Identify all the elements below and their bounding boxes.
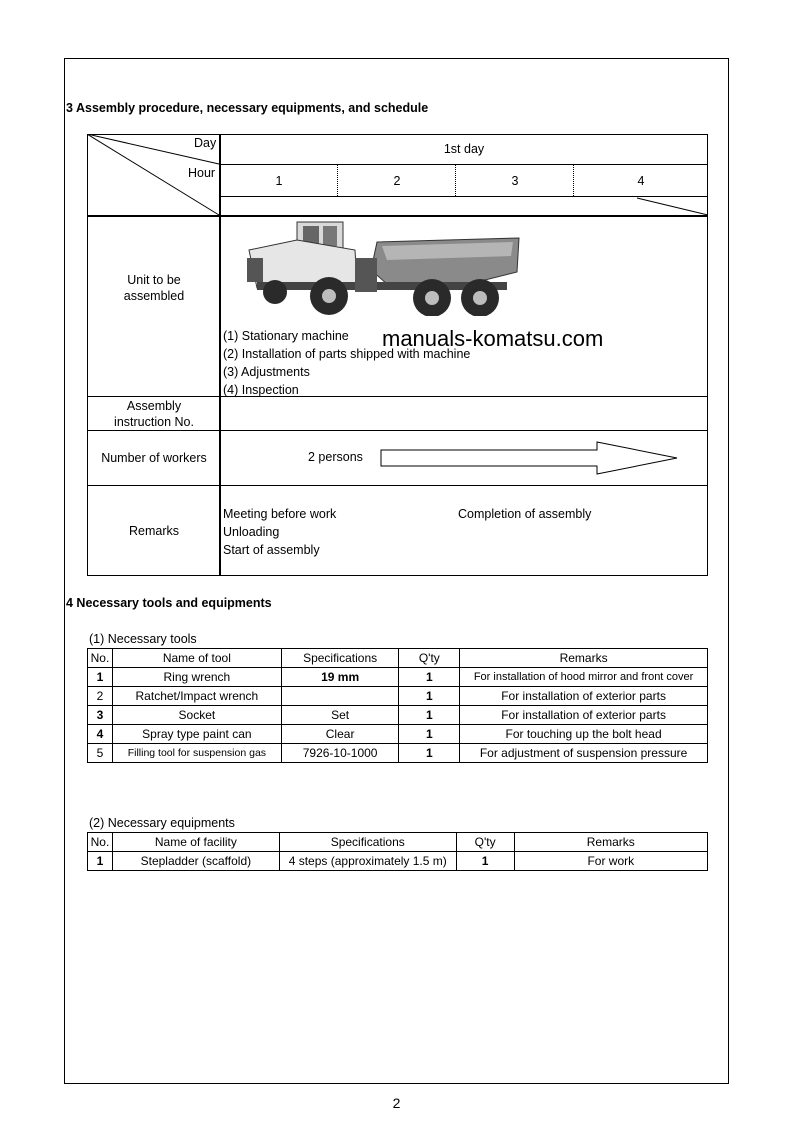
col-spec: Specifications xyxy=(281,649,399,668)
cell-name: Stepladder (scaffold) xyxy=(112,852,279,871)
section4-title: 4 Necessary tools and equipments xyxy=(66,596,272,610)
cell-qty: 1 xyxy=(399,706,460,725)
col-name: Name of facility xyxy=(112,833,279,852)
section3-title: 3 Assembly procedure, necessary equipments, and schedule xyxy=(66,101,429,115)
hour-3: 3 xyxy=(511,174,519,188)
cell-spec: Clear xyxy=(281,725,399,744)
cell-remarks: For adjustment of suspension pressure xyxy=(460,744,708,763)
cell-spec xyxy=(281,687,399,706)
cell-no: 1 xyxy=(88,852,113,871)
workers-label: Number of workers xyxy=(101,451,207,465)
remark-completion: Completion of assembly xyxy=(458,507,592,521)
cell-remarks: For installation of hood mirror and front cover xyxy=(460,668,708,687)
duration-arrow xyxy=(379,441,681,475)
hour-label: Hour xyxy=(188,166,216,180)
page-number: 2 xyxy=(392,1095,401,1111)
equipments-header-row xyxy=(88,833,708,852)
remark-start: Start of assembly xyxy=(223,543,320,557)
remarks-left xyxy=(223,505,336,559)
cell-remarks: For touching up the bolt head xyxy=(460,725,708,744)
tools-header-row xyxy=(88,649,708,668)
cell-no: 5 xyxy=(88,744,113,763)
table-row xyxy=(88,687,708,706)
table-row xyxy=(88,744,708,763)
cell-name: Ratchet/Impact wrench xyxy=(112,687,281,706)
cell-remarks: For work xyxy=(514,852,707,871)
cell-name: Filling tool for suspension gas xyxy=(112,744,281,763)
col-remarks: Remarks xyxy=(514,833,707,852)
table-row xyxy=(88,852,708,871)
table-row xyxy=(88,725,708,744)
workers-value: 2 persons xyxy=(308,450,363,464)
cell-remarks: For installation of exterior parts xyxy=(460,687,708,706)
dump-truck-image xyxy=(237,220,527,316)
cell-spec: 19 mm xyxy=(281,668,399,687)
equipments-table xyxy=(87,832,708,871)
cell-name: Ring wrench xyxy=(112,668,281,687)
watermark-text: manuals-komatsu.com xyxy=(382,326,604,351)
day-value: 1st day xyxy=(443,142,485,156)
step-2: (2) Installation of parts shipped with machine xyxy=(223,347,471,361)
step-3: (3) Adjustments xyxy=(223,365,310,379)
tools-caption: (1) Necessary tools xyxy=(89,632,197,646)
step-1: (1) Stationary machine xyxy=(223,329,349,343)
tools-table xyxy=(87,648,708,763)
col-no: No. xyxy=(88,649,113,668)
hour-2: 2 xyxy=(393,174,401,188)
equipments-caption: (2) Necessary equipments xyxy=(89,816,235,830)
step-4: (4) Inspection xyxy=(223,383,299,397)
cell-qty: 1 xyxy=(399,725,460,744)
cell-no: 3 xyxy=(88,706,113,725)
cell-no: 2 xyxy=(88,687,113,706)
col-spec: Specifications xyxy=(279,833,456,852)
schedule-table xyxy=(87,134,708,576)
cell-spec: 4 steps (approximately 1.5 m) xyxy=(279,852,456,871)
day-label: Day xyxy=(194,136,217,150)
cell-name: Spray type paint can xyxy=(112,725,281,744)
col-name: Name of tool xyxy=(112,649,281,668)
col-remarks: Remarks xyxy=(460,649,708,668)
cell-qty: 1 xyxy=(399,668,460,687)
cell-qty: 1 xyxy=(456,852,514,871)
cell-name: Socket xyxy=(112,706,281,725)
instruction-label: Assembly instruction No. xyxy=(114,399,194,429)
unit-label: Unit to be assembled xyxy=(123,273,185,303)
cell-no: 1 xyxy=(88,668,113,687)
col-no: No. xyxy=(88,833,113,852)
remark-unloading: Unloading xyxy=(223,525,280,539)
table-row xyxy=(88,706,708,725)
cell-spec: 7926-10-1000 xyxy=(281,744,399,763)
hour-4: 4 xyxy=(637,174,645,188)
cell-qty: 1 xyxy=(399,687,460,706)
cell-qty: 1 xyxy=(399,744,460,763)
col-qty: Q'ty xyxy=(399,649,460,668)
cell-remarks: For installation of exterior parts xyxy=(460,706,708,725)
remark-meeting: Meeting before work xyxy=(223,507,337,521)
cell-spec: Set xyxy=(281,706,399,725)
cell-no: 4 xyxy=(88,725,113,744)
hour-1: 1 xyxy=(275,174,283,188)
remarks-label: Remarks xyxy=(128,524,179,538)
table-row xyxy=(88,668,708,687)
col-qty: Q'ty xyxy=(456,833,514,852)
